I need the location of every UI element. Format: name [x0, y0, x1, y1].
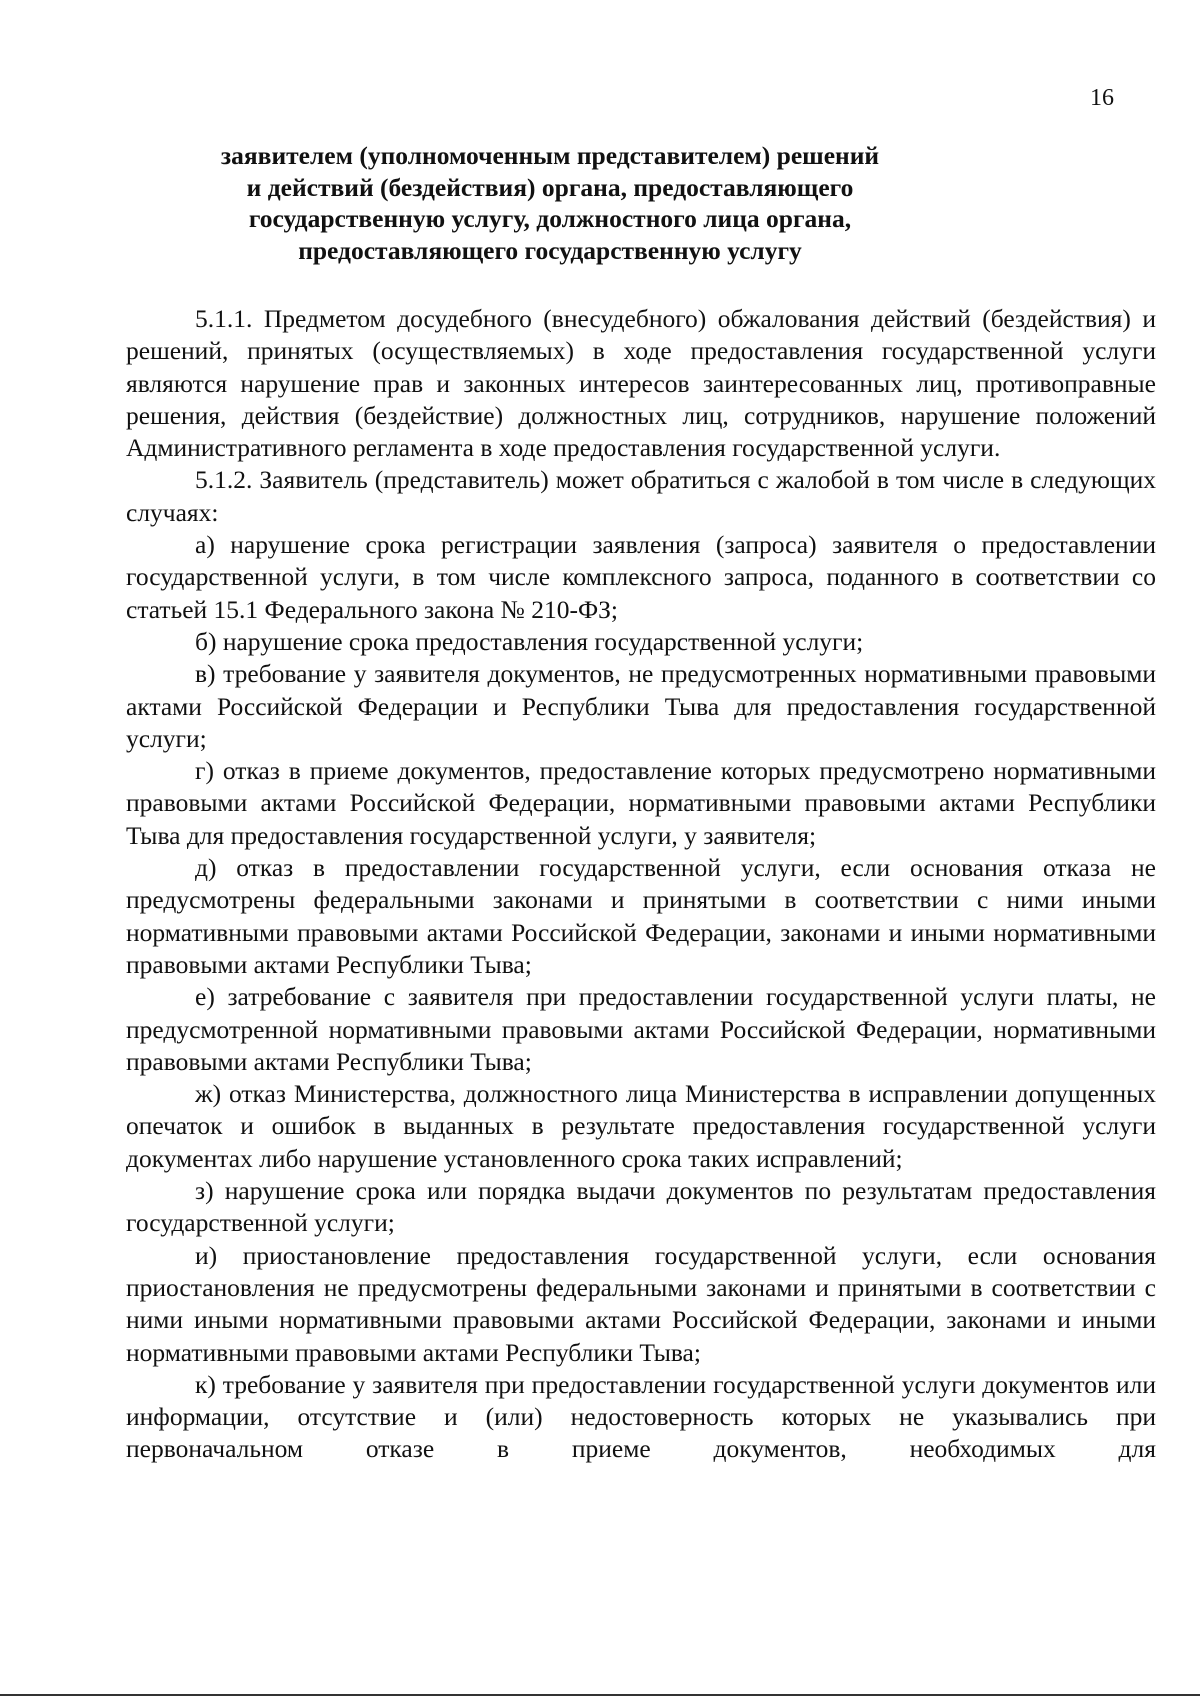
heading-line: и действий (бездействия) органа, предоставляющего: [246, 172, 854, 202]
list-item-z: з) нарушение срока или порядка выдачи документов по результатам предоставления государственной услуги;: [126, 1176, 1156, 1238]
list-item-v: в) требование у заявителя документов, не предусмотренных нормативными правовыми актами Российской Федерации и Республики Тыва для предоставления государственной услуги;: [126, 659, 1156, 753]
list-item-g: г) отказ в приеме документов, предоставление которых предусмотрено нормативными правовыми актами Российской Федерации, нормативными правовыми актами Республики Тыва для предоставления государственной услуги, у заявителя;: [126, 756, 1156, 850]
list-item-k: к) требование у заявителя при предоставлении государственной услуги документов или информации, отсутствие и (или) недостоверность которых не указывались при первоначальном отказе в приеме документов, необходимых для: [126, 1369, 1156, 1464]
list-item-zh: ж) отказ Министерства, должностного лица Министерства в исправлении допущенных опечаток и ошибок в выданных в результате предоставления государственной услуги документах либо нарушение установленного срока таких исправлений;: [126, 1079, 1156, 1173]
paragraph-5-1-1: 5.1.1. Предметом досудебного (внесудебного) обжалования действий (бездействия) и решений, принятых (осуществляемых) в ходе предоставления государственной услуги являются нарушение прав и законных интересов заинтересованных лиц, противоправные решения, действия (бездействие) должностных лиц, сотрудников, нарушение положений Административного регламента в ходе предоставления государственной услуги.: [126, 304, 1156, 463]
page-number: 16: [1090, 85, 1114, 111]
list-item-b: б) нарушение срока предоставления государственной услуги;: [195, 626, 864, 656]
heading-line: предоставляющего государственную услугу: [298, 235, 802, 265]
heading-line: заявителем (уполномоченным представителем) решений: [220, 141, 880, 170]
list-item-a: а) нарушение срока регистрации заявления (запроса) заявителя о предоставлении государственной услуги, в том числе комплексного запроса, поданного в соответствии со статьей 15.1 Федерального закона № 210-ФЗ;: [126, 530, 1156, 624]
list-item-i: и) приостановление предоставления государственной услуги, если основания приостановления не предусмотрены федеральными законами и принятыми в соответствии с ними иными нормативными правовыми актами Российской Федерации, законами и иными нормативными правовыми актами Республики Тыва;: [126, 1240, 1156, 1367]
heading-line: государственную услугу, должностного лица органа,: [248, 204, 852, 233]
body-text: [126, 303, 1156, 1466]
list-item-e: е) затребование с заявителя при предоставлении государственной услуги платы, не предусмотренной нормативными правовыми актами Российской Федерации, нормативными правовыми актами Республики Тыва;: [126, 982, 1156, 1076]
scan-bottom-edge: [0, 1694, 1200, 1696]
list-item-d: д) отказ в предоставлении государственной услуги, если основания отказа не предусмотрены федеральными законами и принятыми в соответствии с ними иными нормативными правовыми актами Российской Федерации, законами и иными нормативными правовыми актами Республики Тыва;: [126, 853, 1156, 979]
paragraph-5-1-2: 5.1.2. Заявитель (представитель) может обратиться с жалобой в том числе в следующих случаях:: [126, 465, 1156, 527]
section-heading: [128, 140, 1200, 266]
